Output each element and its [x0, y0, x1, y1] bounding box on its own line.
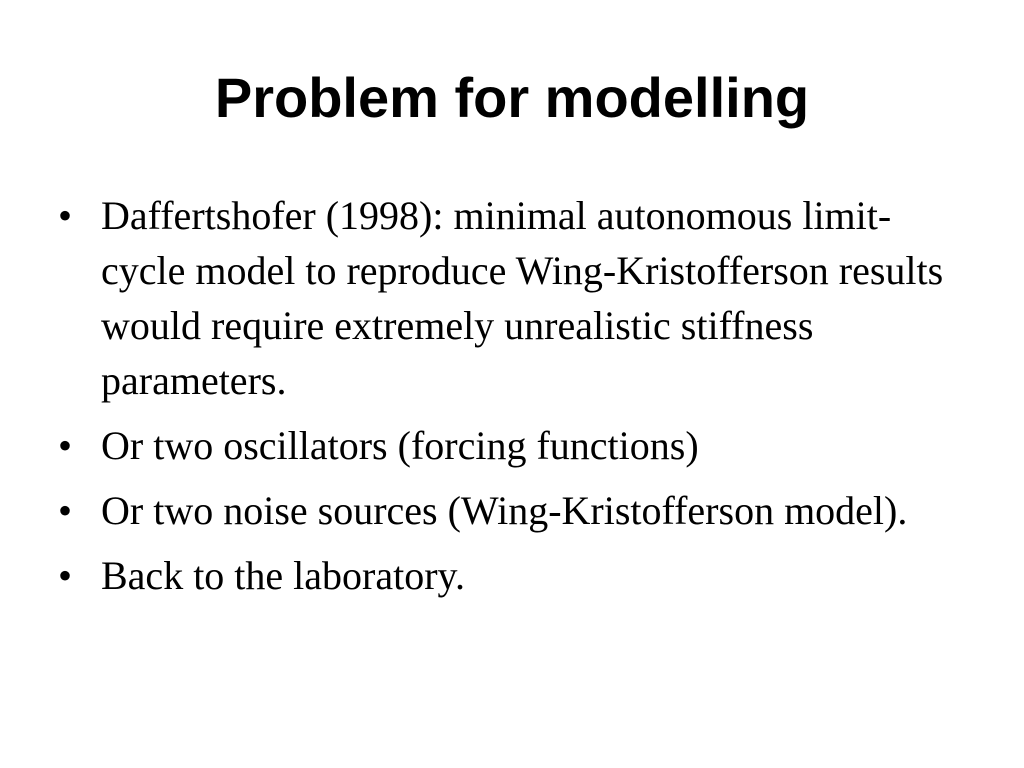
bullet-item: [58, 483, 958, 538]
bullet-marker: •: [58, 488, 73, 533]
bullet-list: [58, 188, 958, 613]
bullet-text: Daffertshofer (1998): minimal autonomous limit-cycle model to reproduce Wing-Kristofferson results would require extremely unrealistic stiffness parameters.: [101, 193, 944, 403]
slide-title: Problem for modelling: [214, 66, 810, 129]
bullet-marker: •: [58, 193, 73, 238]
bullet-text: Back to the laboratory.: [101, 553, 465, 598]
bullet-text: Or two oscillators (forcing functions): [101, 423, 699, 468]
bullet-marker: •: [58, 423, 73, 468]
bullet-item: [58, 418, 958, 473]
bullet-text: Or two noise sources (Wing-Kristofferson model).: [101, 488, 908, 533]
bullet-item: [58, 548, 958, 603]
bullet-item: [58, 188, 958, 408]
bullet-marker: •: [58, 553, 73, 598]
